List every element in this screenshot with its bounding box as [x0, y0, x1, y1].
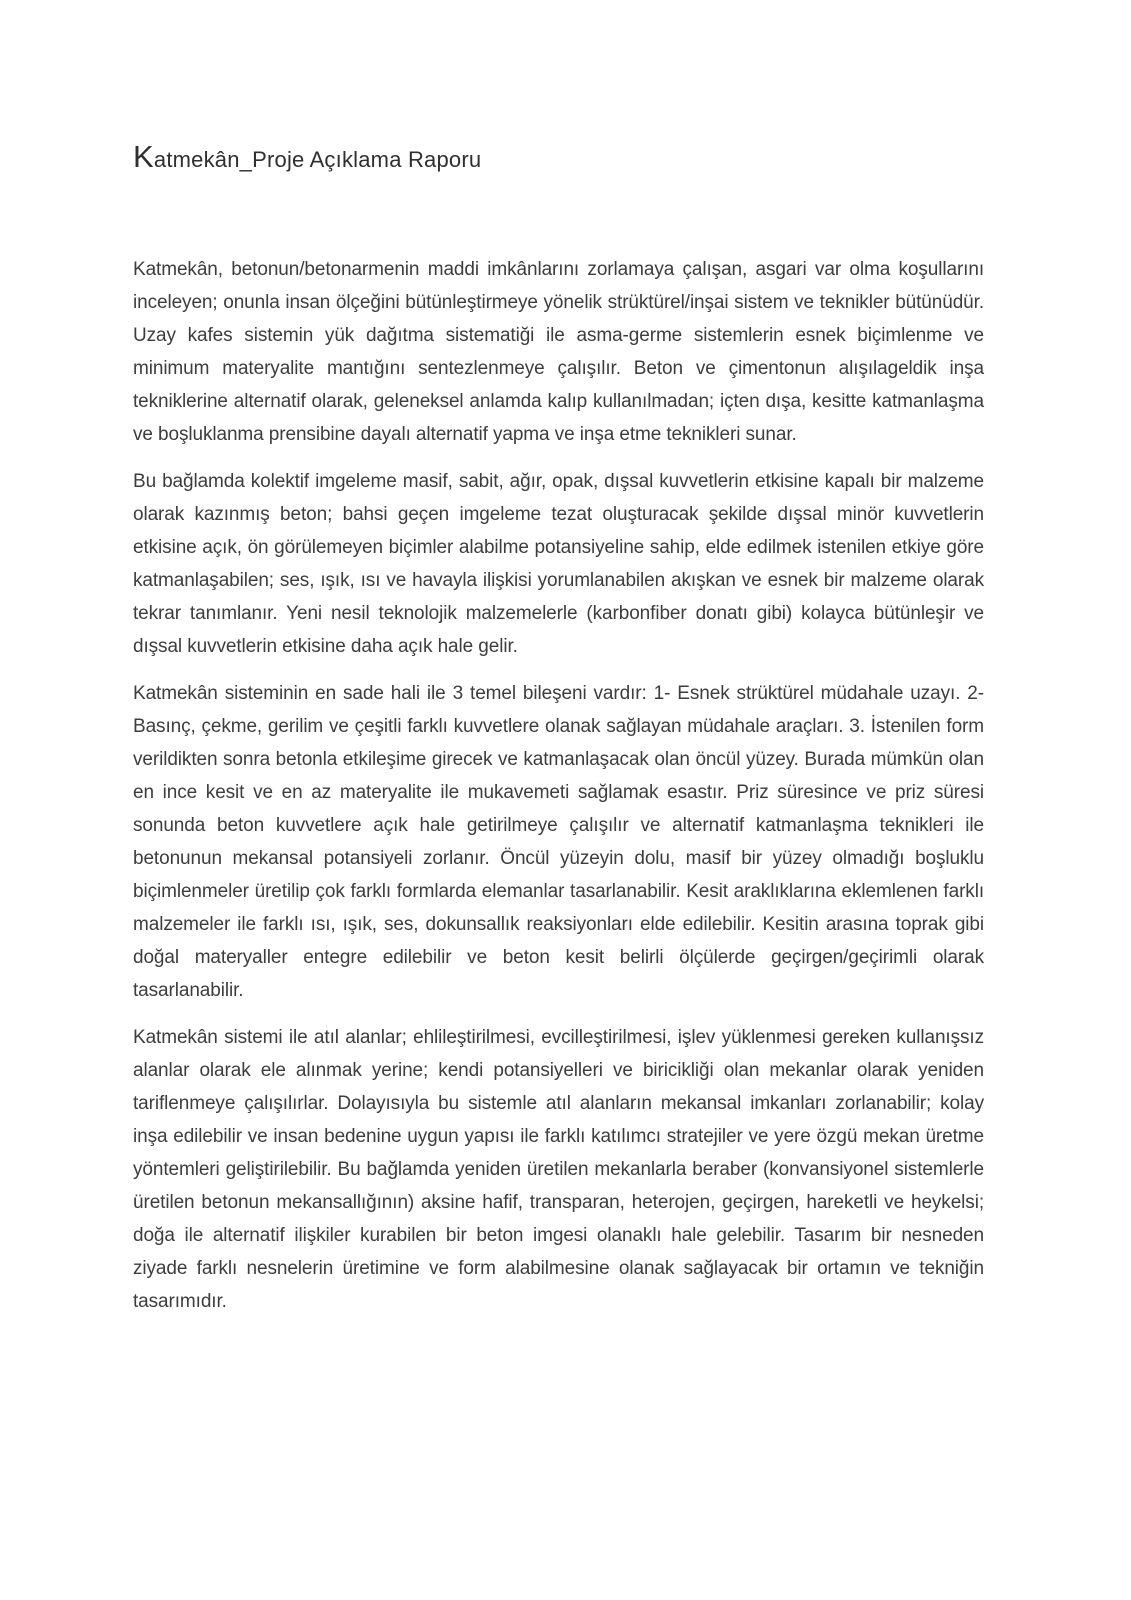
paragraph-1: Katmekân, betonun/betonarmenin maddi imkânlarını zorlamaya çalışan, asgari var olma koşullarını inceleyen; onunla insan ölçeğini bütünleştirmeye yönelik strüktürel/inşai sistem ve teknikler bütünüdür. Uzay kafes sistemin yük dağıtma sistematiği ile asma-germe sistemlerin esnek biçimlenme ve minimum materyalite mantığını sentezlenmeye çalışılır. Beton ve çimentonun alışılageldik inşa tekniklerine alternatif olarak, geleneksel anlamda kalıp kullanılmadan; içten dışa, kesitte katmanlaşma ve boşluklanma prensibine dayalı alternatif yapma ve inşa etme teknikleri sunar. [133, 259, 984, 445]
paragraph-2: Bu bağlamda kolektif imgeleme masif, sabit, ağır, opak, dışsal kuvvetlerin etkisine kapalı bir malzeme olarak kazınmış beton; bahsi geçen imgeleme tezat oluşturacak şekilde dışsal minör kuvvetlerin etkisine açık, ön görülemeyen biçimler alabilme potansiyeline sahip, elde edilmek istenilen etkiye göre katmanlaşabilen; ses, ışık, ısı ve havayla ilişkisi yorumlanabilen akışkan ve esnek bir malzeme olarak tekrar tanımlanır. Yeni nesil teknolojik malzemelerle (karbonfiber donatı gibi) kolayca bütünleşir ve dışsal kuvvetlerin etkisine daha açık hale gelir. [133, 471, 984, 657]
paragraph-4: Katmekân sistemi ile atıl alanlar; ehlileştirilmesi, evcilleştirilmesi, işlev yüklenmesi gereken kullanışsız alanlar olarak ele alınmak yerine; kendi potansiyelleri ve biricikliği olan mekanlar olarak yeniden tariflenmeye çalışılırlar. Dolayısıyla bu sistemle atıl alanların mekansal imkanları zorlanabilir; kolay inşa edilebilir ve insan bedenine uygun yapısı ile farklı katılımcı stratejiler ve yere özgü mekan üretme yöntemleri geliştirilebilir. Bu bağlamda yeniden üretilen mekanlarla beraber (konvansiyonel sistemlerle üretilen betonun mekansallığının) aksine hafif, transparan, heterojen, geçirgen, hareketli ve heykelsi; doğa ile alternatif ilişkiler kurabilen bir beton imgesi olanaklı hale gelebilir. Tasarım bir nesneden ziyade farklı nesnelerin üretimine ve form alabilmesine olanak sağlayacak bir ortamın ve tekniğin tasarımıdır. [133, 1027, 984, 1312]
document-title: Katmekân_Proje Açıklama Raporu [133, 139, 482, 174]
paragraph-3: Katmekân sisteminin en sade hali ile 3 temel bileşeni vardır: 1- Esnek strüktürel müdahale uzayı. 2- Basınç, çekme, gerilim ve çeşitli farklı kuvvetlere olanak sağlayan müdahale araçları. 3. İstenilen form verildikten sonra betonla etkileşime girecek ve katmanlaşacak olan öncül yüzey. Burada mümkün olan en ince kesit ve en az materyalite ile mukavemeti sağlamak esastır. Priz süresince ve priz süresi sonunda beton kuvvetlere açık hale getirilmeye çalışılır ve alternatif katmanlaşma teknikleri ile betonunun mekansal potansiyeli zorlanır. Öncül yüzeyin dolu, masif bir yüzey olmadığı boşluklu biçimlenmeler üretilip çok farklı formlarda elemanlar tasarlanabilir. Kesit araklıklarına eklemlenen farklı malzemeler ile farklı ısı, ışık, ses, dokunsallık reaksiyonları elde edilebilir. Kesitin arasına toprak gibi doğal materyaller entegre edilebilir ve beton kesit belirli ölçülerde geçirgen/geçirimli olarak tasarlanabilir. [133, 683, 984, 1001]
document-body [133, 253, 984, 1318]
